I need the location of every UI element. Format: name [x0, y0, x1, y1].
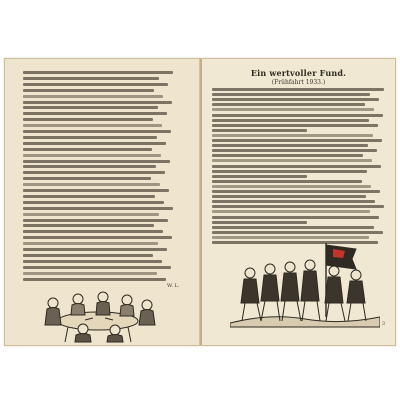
text-line: [212, 154, 363, 157]
text-line: [23, 160, 170, 163]
text-line: [212, 200, 375, 203]
text-line: [212, 185, 371, 188]
text-line: [212, 195, 366, 198]
text-line: [212, 226, 374, 229]
text-line: [212, 210, 370, 213]
text-line: [212, 231, 383, 234]
text-line: [212, 129, 307, 132]
text-line: [23, 177, 151, 180]
text-line: [212, 114, 383, 117]
text-line: [212, 119, 369, 122]
text-line: [212, 165, 381, 168]
text-line: [23, 195, 155, 198]
text-line: [23, 213, 159, 216]
text-line: [212, 103, 365, 106]
text-line: [23, 83, 168, 86]
text-line: [23, 266, 171, 269]
text-line: [23, 112, 167, 115]
left-page: [5, 59, 200, 345]
text-line: [23, 260, 162, 263]
text-line: [23, 77, 159, 80]
text-line: [23, 171, 165, 174]
text-line: [23, 136, 157, 139]
open-booklet: [4, 58, 396, 346]
text-line: [23, 254, 153, 257]
page-heading: Ein wertvoller Fund.: [250, 68, 347, 78]
text-line: [23, 101, 172, 104]
text-line: [23, 95, 163, 98]
text-line: [212, 124, 378, 127]
text-line: [212, 180, 362, 183]
text-line: [23, 124, 162, 127]
page-subheading: (Frühfahrt 1933.): [271, 79, 326, 86]
text-line: [23, 242, 158, 245]
text-line: [23, 106, 158, 109]
text-line: [212, 134, 373, 137]
text-line: [23, 71, 173, 74]
text-line: [23, 219, 168, 222]
text-line: [212, 149, 377, 152]
group-at-table-illustration: [23, 287, 173, 343]
text-line: [212, 93, 370, 96]
text-line: [212, 221, 307, 224]
text-line: [212, 144, 368, 147]
text-line: [23, 230, 163, 233]
text-line: [212, 175, 307, 178]
text-line: [212, 108, 374, 111]
text-line: [212, 98, 379, 101]
text-line: [212, 139, 382, 142]
text-line: [212, 205, 384, 208]
text-line: [23, 207, 173, 210]
text-line: [212, 88, 384, 91]
text-line: [23, 154, 161, 157]
right-page: [202, 59, 395, 345]
text-line: [23, 224, 154, 227]
text-line: [23, 189, 169, 192]
author-initials: W. L.: [167, 283, 180, 289]
text-line: [23, 142, 166, 145]
text-line: [212, 190, 380, 193]
text-line: [23, 118, 153, 121]
page-number: 3: [381, 321, 385, 327]
text-line: [23, 236, 172, 239]
text-line: [23, 272, 157, 275]
text-line: [23, 183, 160, 186]
marching-figures-with-flag-illustration: [230, 237, 380, 329]
text-line: [23, 148, 152, 151]
text-line: [23, 165, 156, 168]
text-line: [212, 216, 379, 219]
text-line: [23, 248, 167, 251]
text-line: [212, 170, 367, 173]
text-line: [23, 201, 164, 204]
text-line: [23, 278, 166, 281]
text-line: [23, 89, 154, 92]
text-line: [212, 159, 372, 162]
text-line: [23, 130, 171, 133]
